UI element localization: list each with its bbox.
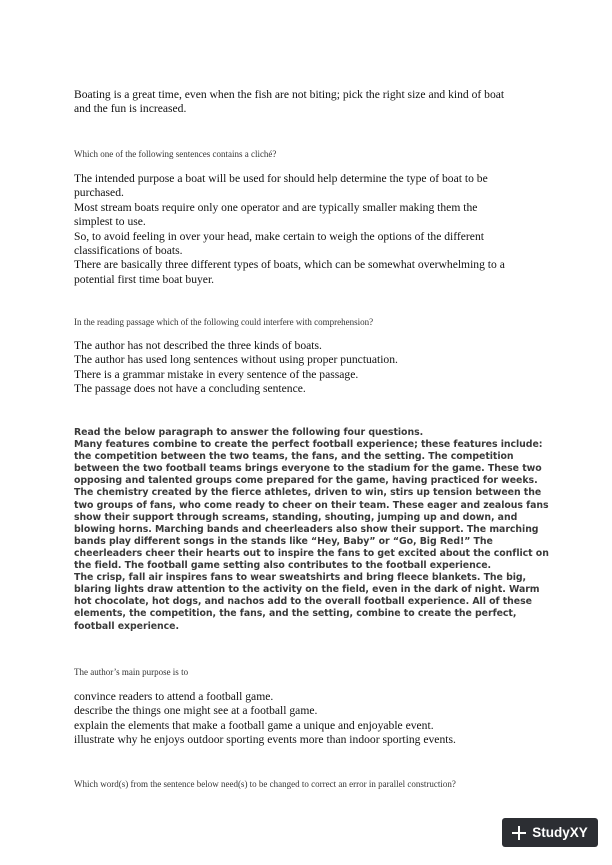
option-line: simplest to use.	[74, 215, 146, 229]
passage-line: The crisp, fall air inspires fans to wear sweatshirts and bring fleece blankets. The big,	[74, 572, 527, 584]
option-line: There are basically three different types of boats, which can be somewhat overwhelming to a	[74, 258, 505, 272]
option-line: So, to avoid feeling in over your head, make certain to weigh the options of the different	[74, 229, 484, 243]
option-line: There is a grammar mistake in every sentence of the passage.	[74, 367, 359, 381]
option-line: The intended purpose a boat will be used for should help determine the type of boat to be	[74, 172, 488, 185]
passage-line: show their support through screams, standing, shouting, jumping up and down, and	[74, 511, 518, 523]
option-line: purchased.	[74, 186, 124, 200]
option-line: The passage does not have a concluding sentence.	[74, 382, 306, 396]
passage-line: two groups of fans, who come ready to cheer on their team. These eager and zealous fans	[74, 499, 549, 511]
passage-line: cheerleaders cheer their hearts out to inspire the fans to get excited about the conflict on	[74, 547, 549, 559]
intro-paragraph	[74, 88, 504, 117]
option-line: Most stream boats require only one operator and are typically smaller making them the	[74, 200, 478, 214]
passage-line: elements, the competition, the fans, and the setting, combine to create the perfect,	[74, 608, 517, 620]
passage-line: Many features combine to create the perfect football experience; these features include:	[74, 439, 543, 451]
plus-icon	[512, 826, 526, 840]
intro-line: Boating is a great time, even when the fish are not biting; pick the right size and kind of boat	[74, 88, 505, 101]
studyxy-badge[interactable]	[502, 818, 598, 847]
question-1-options	[74, 172, 505, 287]
question-3-options	[74, 690, 456, 748]
passage-line: bands play different songs in the stands like “Hey, Baby” or “Go, Big Red!” The	[74, 535, 493, 547]
question-4-prompt: Which word(s) from the sentence below need(s) to be changed to correct an error in parallel construction?	[74, 779, 456, 789]
intro-line: and the fun is increased.	[74, 102, 187, 116]
passage-line: blowing horns. Marching bands and cheerleaders also show their support. The marching	[74, 523, 539, 535]
option-line: convince readers to attend a football game.	[74, 690, 274, 703]
reading-passage	[74, 427, 549, 633]
question-3-prompt: The author’s main purpose is to	[74, 667, 189, 677]
option-line: classifications of boats.	[74, 244, 183, 258]
passage-line: football experience.	[74, 620, 179, 632]
passage-line: Read the below paragraph to answer the following four questions.	[74, 427, 424, 438]
question-2-prompt: In the reading passage which of the following could interfere with comprehension?	[74, 317, 374, 327]
option-line: describe the things one might see at a football game.	[74, 704, 318, 718]
studyxy-logo-text: StudyXY	[532, 825, 588, 840]
option-line: The author has not described the three kinds of boats.	[74, 339, 322, 352]
passage-line: blaring lights draw attention to the activity on the field, even in the dark of night. Warm	[74, 584, 540, 596]
passage-line: the competition between the two teams, the fans, and the setting. The competition	[74, 451, 514, 463]
option-line: explain the elements that make a football game a unique and enjoyable event.	[74, 718, 434, 732]
passage-line: hot chocolate, hot dogs, and nachos add to the overall football experience. All of these	[74, 596, 532, 608]
question-1-prompt: Which one of the following sentences contains a cliché?	[74, 149, 277, 159]
passage-line: opposing and talented groups come prepared for the game, having practiced for weeks.	[74, 475, 538, 487]
option-line: The author has used long sentences without using proper punctuation.	[74, 353, 398, 367]
passage-line: between the two football teams brings everyone to the stadium for the game. These two	[74, 463, 542, 475]
passage-line: the field. The football game setting also contributes to the football experience.	[74, 560, 492, 572]
passage-line: The chemistry created by the fierce athletes, driven to win, stirs up tension between the	[74, 487, 542, 499]
question-2-options	[74, 339, 398, 397]
option-line: potential first time boat buyer.	[74, 272, 215, 286]
option-line: illustrate why he enjoys outdoor sporting events more than indoor sporting events.	[74, 733, 456, 747]
